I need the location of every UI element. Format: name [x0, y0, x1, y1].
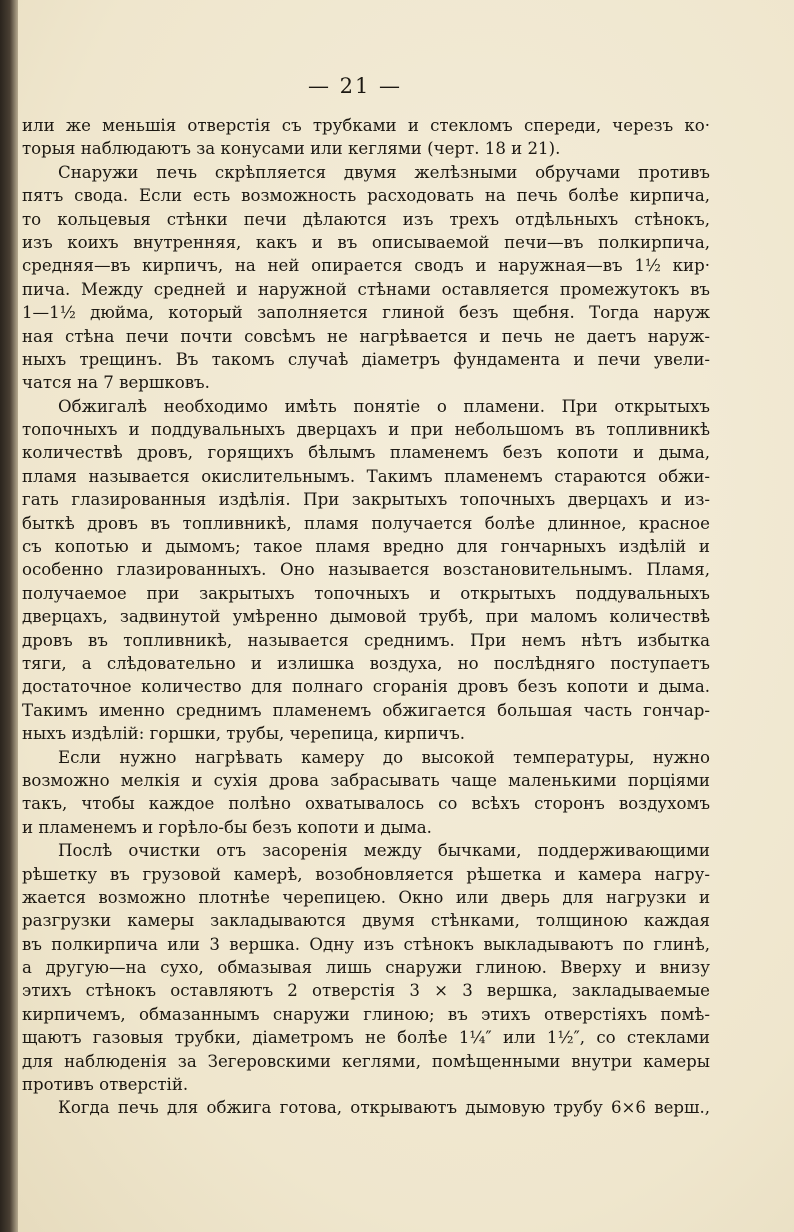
text-line: такъ, чтобы каждое полѣно охватывалось со всѣхъ сторонъ воздухомъ: [22, 794, 710, 814]
text-line: Если нужно нагрѣвать камеру до высокой температуры, нужно: [58, 747, 710, 767]
text-line: а другую—на сухо, обмазывая лишь снаружи глиною. Вверху и внизу: [22, 958, 710, 978]
text-line: торыя наблюдаютъ за конусами или кеглями (черт. 18 и 21).: [22, 139, 561, 159]
text-line: ная стѣна печи почти совсѣмъ не нагрѣвается и печь не даетъ наруж-: [22, 326, 710, 346]
text-line: этихъ стѣнокъ оставляютъ 2 отверстія 3 × 3 вершка, закладываемые: [22, 981, 710, 1001]
text-line: Когда печь для обжига готова, открываютъ дымовую трубу 6×6 верш.,: [58, 1098, 710, 1118]
text-line: особенно глазированныхъ. Оно называется возстановительнымъ. Пламя,: [22, 560, 710, 580]
text-line: 1—1½ дюйма, который заполняется глиной безъ щебня. Тогда наруж: [22, 303, 710, 323]
text-line: жается возможно плотнѣе черепицею. Окно или дверь для нагрузки и: [22, 887, 710, 907]
text-line: изъ коихъ внутренняя, какъ и въ описываемой печи—въ полкирпича,: [22, 232, 710, 252]
text-line: достаточное количество для полнаго сгоранія дровъ безъ копоти и дыма.: [22, 677, 710, 697]
text-line: получаемое при закрытыхъ топочныхъ и открытыхъ поддувальныхъ: [22, 583, 710, 603]
text-line: кирпичемъ, обмазаннымъ снаружи глиною; въ этихъ отверстіяхъ помѣ-: [22, 1004, 710, 1024]
text-line: въ полкирпича или 3 вершка. Одну изъ стѣнокъ выкладываютъ по глинѣ,: [22, 934, 710, 954]
text-line: ныхъ трещинъ. Въ такомъ случаѣ діаметръ фундамента и печи увели-: [22, 349, 710, 369]
text-line: топочныхъ и поддувальныхъ дверцахъ и при небольшомъ въ топливникѣ: [22, 420, 710, 440]
text-line: Послѣ очистки отъ засоренія между бычками, поддерживающими: [58, 841, 710, 861]
text-line: разгрузки камеры закладываются двумя стѣнками, толщиною каждая: [22, 911, 710, 931]
text-line: пламя называется окислительнымъ. Такимъ пламенемъ стараются обжи-: [22, 466, 710, 486]
text-line: ныхъ издѣлій: горшки, трубы, черепица, кирпичъ.: [22, 724, 466, 744]
text-line: дровъ въ топливникѣ, называется среднимъ. При немъ нѣтъ избытка: [22, 630, 710, 650]
text-line: съ копотью и дымомъ; такое пламя вредно для гончарныхъ издѣлій и: [22, 537, 710, 557]
page-number: — 21 —: [307, 74, 403, 98]
text-line: пятъ свода. Если есть возможность расходовать на печь болѣе кирпича,: [22, 186, 710, 206]
text-line: Обжигалѣ необходимо имѣть понятіе о пламени. При открытыхъ: [58, 396, 710, 416]
text-line: рѣшетку въ грузовой камерѣ, возобновляется рѣшетка и камера нагру-: [22, 864, 710, 884]
body-text: [22, 114, 710, 1120]
text-line: чатся на 7 вершковъ.: [22, 373, 210, 393]
text-line: противъ отверстій.: [22, 1075, 189, 1095]
text-line: Такимъ именно среднимъ пламенемъ обжигается большая часть гончар-: [22, 700, 710, 720]
text-line: быткѣ дровъ въ топливникѣ, пламя получается болѣе длинное, красное: [22, 513, 710, 533]
book-spine-shadow: [0, 0, 18, 1232]
text-line: Снаружи печь скрѣпляется двумя желѣзными обручами противъ: [58, 162, 710, 182]
text-line: гать глазированныя издѣлія. При закрытыхъ топочныхъ дверцахъ и из-: [22, 490, 710, 510]
text-line: и пламенемъ и горѣло-бы безъ копоти и дыма.: [22, 817, 432, 837]
text-line: или же меньшія отверстія съ трубками и стекломъ спереди, черезъ ко·: [22, 116, 710, 135]
text-line: дверцахъ, задвинутой умѣренно дымовой трубѣ, при маломъ количествѣ: [22, 607, 710, 627]
text-line: количествѣ дровъ, горящихъ бѣлымъ пламенемъ безъ копоти и дыма,: [22, 443, 710, 463]
text-line: тяги, а слѣдовательно и излишка воздуха, но послѣдняго поступаетъ: [22, 653, 710, 673]
text-line: средняя—въ кирпичъ, на ней опирается сводъ и наружная—въ 1½ кир·: [22, 256, 710, 276]
text-line: то кольцевыя стѣнки печи дѣлаются изъ трехъ отдѣльныхъ стѣнокъ,: [22, 209, 710, 229]
text-line: щаютъ газовыя трубки, діаметромъ не болѣе 1¼″ или 1½″, со стеклами: [22, 1028, 710, 1048]
text-line: пича. Между средней и наружной стѣнами оставляется промежутокъ въ: [22, 279, 710, 299]
text-line: для наблюденія за Зегеровскими кеглями, помѣщенными внутри камеры: [22, 1051, 710, 1071]
text-line: возможно мелкія и сухія дрова забрасывать чаще маленькими порціями: [22, 770, 710, 790]
